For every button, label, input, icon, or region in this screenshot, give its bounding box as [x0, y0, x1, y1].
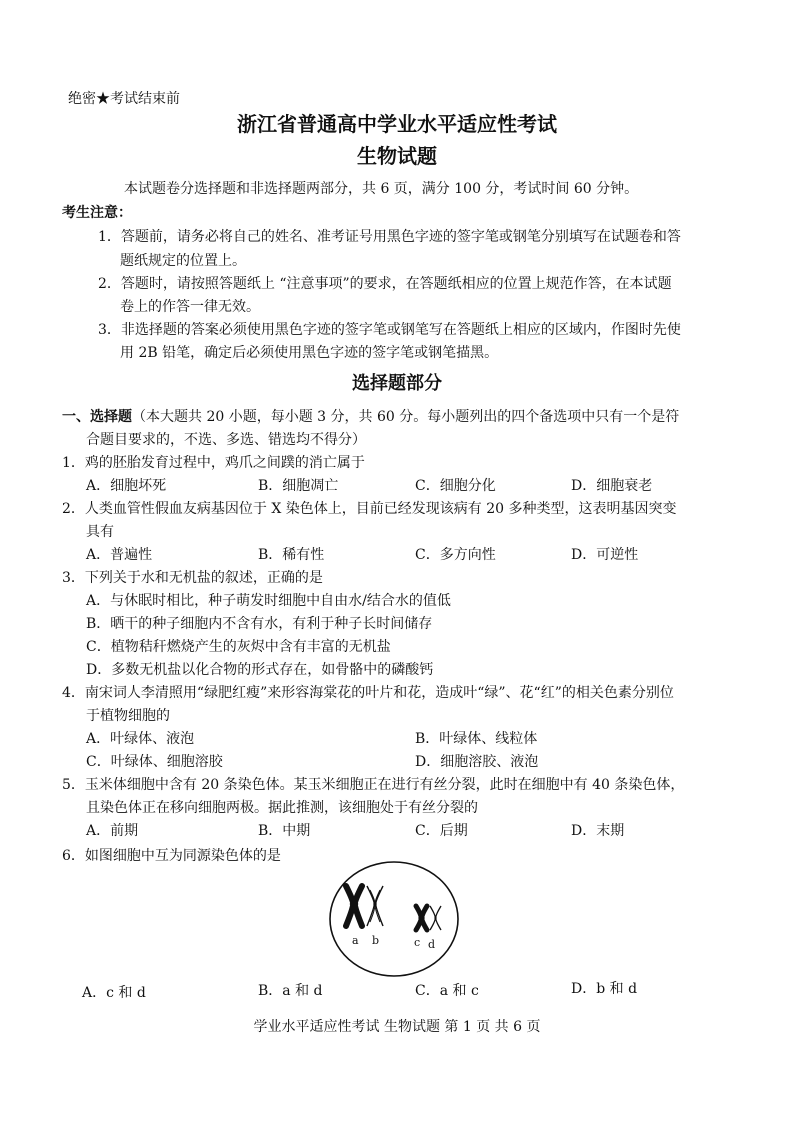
- question-5-option-b: B．中期: [258, 823, 311, 839]
- question-4-option-d: D．细胞溶胶、液泡: [415, 754, 539, 770]
- question-2-option-a: A．普遍性: [86, 547, 153, 563]
- question-2-option-b: B．稀有性: [258, 547, 325, 563]
- question-2-option-c: C．多方向性: [415, 547, 496, 563]
- question-3-option-c: C．植物秸秆燃烧产生的灰烬中含有丰富的无机盐: [86, 639, 391, 655]
- question-5-option-a: A．前期: [86, 823, 139, 839]
- question-5-stem: 5．玉米体细胞中含有 20 条染色体。某玉米细胞正在进行有丝分裂，此时在细胞中有 40 条染色体，: [62, 777, 685, 793]
- question-2-stem-cont: 具有: [86, 524, 114, 540]
- part1-instructions-cont: 合题目要求的，不选、多选、错选均不得分）: [86, 432, 366, 448]
- part1-rest: （本大题共 20 小题，每小题 3 分，共 60 分。每小题列出的四个备选项中只有一个是符: [132, 409, 680, 425]
- note-line-3-cont: 用 2B 铅笔，确定后必须使用黑色字迹的签字笔或钢笔描黑。: [120, 345, 499, 361]
- exam-subtitle: 生物试题: [357, 144, 437, 168]
- question-3-option-b: B．晒干的种子细胞内不含有水，有利于种子长时间储存: [86, 616, 433, 632]
- chromosome-c: [416, 906, 427, 930]
- chromosome-d: [430, 906, 441, 930]
- part1-instructions: [62, 406, 679, 426]
- question-5-option-d: D．末期: [571, 823, 625, 839]
- note-line-2-cont: 卷上的作答一律无效。: [120, 299, 260, 315]
- question-2-option-d: D．可逆性: [571, 547, 639, 563]
- note-line-3: 3．非选择题的答案必须使用黑色字迹的签字笔或钢笔写在答题纸上相应的区域内，作图时先使: [98, 322, 681, 338]
- label-b: b: [372, 934, 380, 947]
- confidential-mark: 绝密★考试结束前: [68, 91, 180, 107]
- question-1-stem: 1．鸡的胚胎发育过程中，鸡爪之间蹼的消亡属于: [62, 455, 365, 471]
- question-1-option-c: C．细胞分化: [415, 478, 496, 494]
- cell-diagram: [328, 860, 460, 980]
- exam-intro: 本试题卷分选择题和非选择题两部分，共 6 页，满分 100 分，考试时间 60 分钟。: [124, 181, 639, 197]
- question-6-option-a: A．c 和 d: [82, 985, 146, 1001]
- chromosome-a: [346, 886, 362, 926]
- question-6-option-c: C．a 和 c: [415, 983, 479, 999]
- label-d: d: [428, 938, 436, 951]
- notes-heading: 考生注意：: [62, 205, 132, 221]
- chromosome-b: [367, 886, 383, 926]
- question-3-stem: 3．下列关于水和无机盐的叙述，正确的是: [62, 570, 323, 586]
- question-1-option-b: B．细胞凋亡: [258, 478, 339, 494]
- question-2-stem: 2．人类血管性假血友病基因位于 X 染色体上，目前已经发现该病有 20 多种类型，这表明基因突变: [62, 501, 677, 517]
- question-3-option-a: A．与休眠时相比，种子萌发时细胞中自由水/结合水的值低: [86, 593, 451, 609]
- question-1-option-d: D．细胞衰老: [571, 478, 653, 494]
- note-line-1: 1．答题前，请务必将自己的姓名、准考证号用黑色字迹的签字笔或钢笔分别填写在试题卷和答: [98, 229, 681, 245]
- question-5-option-c: C．后期: [415, 823, 468, 839]
- page-footer: 学业水平适应性考试 生物试题 第 1 页 共 6 页: [253, 1019, 541, 1035]
- note-line-1-cont: 题纸规定的位置上。: [120, 253, 246, 269]
- section-title: 选择题部分: [352, 373, 442, 394]
- question-6-option-b: B．a 和 d: [258, 983, 323, 999]
- question-1-option-a: A．细胞坏死: [86, 478, 167, 494]
- question-4-stem: 4．南宋词人李清照用“绿肥红瘦”来形容海棠花的叶片和花，造成叶“绿”、花“红”的相关色素分别位: [62, 685, 674, 701]
- label-c: c: [414, 936, 421, 949]
- question-4-option-c: C．叶绿体、细胞溶胶: [86, 754, 223, 770]
- question-4-option-a: A．叶绿体、液泡: [86, 731, 195, 747]
- question-4-option-b: B．叶绿体、线粒体: [415, 731, 538, 747]
- exam-title: 浙江省普通高中学业水平适应性考试: [237, 112, 557, 136]
- label-a: a: [352, 934, 359, 947]
- question-5-stem-cont: 且染色体正在移向细胞两极。据此推测，该细胞处于有丝分裂的: [86, 800, 478, 816]
- note-line-2: 2．答题时，请按照答题纸上 “注意事项”的要求，在答题纸相应的位置上规范作答，在本试题: [98, 276, 672, 292]
- question-4-stem-cont: 于植物细胞的: [86, 708, 170, 724]
- question-3-option-d: D．多数无机盐以化合物的形式存在，如骨骼中的磷酸钙: [86, 662, 434, 678]
- question-6-option-d: D．b 和 d: [571, 981, 638, 997]
- question-6-stem: 6．如图细胞中互为同源染色体的是: [62, 848, 281, 864]
- part1-label: 一、选择题: [62, 409, 132, 425]
